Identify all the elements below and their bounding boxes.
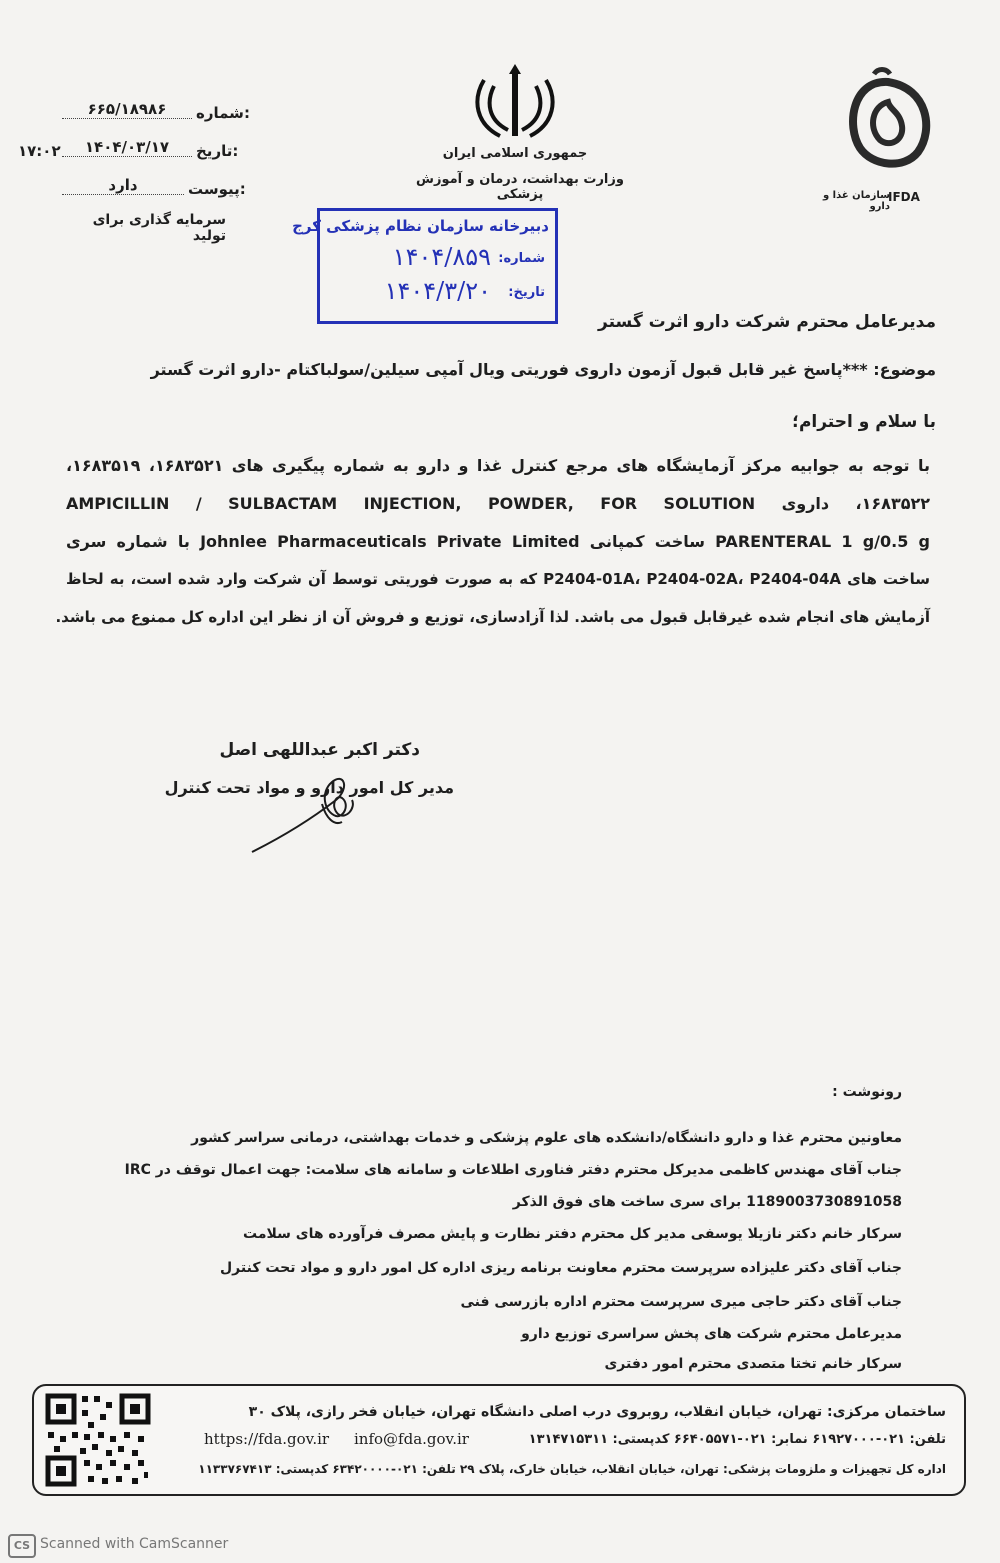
stamp-number-label: شماره: xyxy=(498,251,545,266)
date-value: ۱۴۰۴/۰۳/۱۷ xyxy=(62,138,192,157)
cc-line-6: جناب آقای دکتر حاجی میری سرپرست محترم اداره بازرسی فنی xyxy=(460,1294,902,1310)
greeting: با سلام و احترام؛ xyxy=(792,412,936,432)
camscanner-text: Scanned with CamScanner xyxy=(40,1536,229,1552)
footer-phones: تلفن: ۰۲۱-۶۱۹۲۷۰۰۰ نمابر: ۰۲۱-۶۶۴۰۵۵۷۱ کدپستی: ۱۳۱۴۷۱۵۳۱۱ xyxy=(528,1432,946,1447)
subject: موضوع: ***پاسخ غیر قابل قبول آزمون داروی فوریتی ویال آمپی سیلین/سولباکتام -دارو اثرت گستر xyxy=(150,360,936,379)
cc-line-5: جناب آقای دکتر علیزاده سرپرست محترم معاونت برنامه ریزی اداره کل امور دارو و مواد تحت کنترل xyxy=(220,1260,902,1276)
body-line-2: ۱۶۸۳۵۲۲، داروی AMPICILLIN / SULBACTAM INJECTION, POWDER, FOR SOLUTION xyxy=(66,494,930,513)
cc-line-8: سرکار خانم تختا متصدی محترم امور دفتری xyxy=(604,1356,902,1372)
cc-line-1: معاونین محترم غذا و دارو دانشگاه/دانشکده های علوم پزشکی و خدمات بهداشتی، درمانی سراسر کشور xyxy=(191,1130,902,1146)
country-name: جمهوری اسلامی ایران xyxy=(442,146,588,161)
attachment-label: پیوست: xyxy=(188,180,246,198)
stamp-date-label: تاریخ: xyxy=(508,285,545,300)
cc-line-2: جناب آقای مهندس کاظمی مدیرکل محترم دفتر فناوری اطلاعات و سامانه های سلامت: جهت اعمال توقف در IRC xyxy=(124,1162,902,1178)
handwritten-signature xyxy=(240,760,390,860)
body-line-5: آزمایش های انجام شده غیرقابل قبول می باشد. لذا آزادسازی، توزیع و فروش آن از نظر این اداره کل ممنوع می باشد. xyxy=(55,608,930,626)
number-value: ۶۶۵/۱۸۹۸۶ xyxy=(62,100,192,119)
iran-emblem xyxy=(470,64,560,144)
ifda-name-fa: سازمان غذا و دارو xyxy=(822,190,890,212)
tag-line: سرمایه گذاری برای تولید xyxy=(92,212,226,244)
signatory-title: مدیر کل امور دارو و مواد تحت کنترل xyxy=(164,778,454,797)
body-line-3: PARENTERAL 1 g/0.5 g ساخت کمپانی Johnlee Pharmaceuticals Private Limited با شماره سری xyxy=(66,532,930,551)
signatory-name: دکتر اکبر عبداللهی اصل xyxy=(219,740,420,760)
recipient: مدیرعامل محترم شرکت دارو اثرت گستر xyxy=(598,312,936,332)
stamp-org: دبیرخانه سازمان نظام پزشکی کرج xyxy=(292,217,549,235)
footer-equipment-office: اداره کل تجهیزات و ملزومات پزشکی: تهران، خیابان انقلاب، خیابان خارک، پلاک ۲۹ تلفن: ۰۲۱-۶۳۴۲۰۰۰۰ کدپستی: ۱۱۳۳۷۶۷۴۱۳ xyxy=(198,1462,946,1476)
date-label: تاریخ: xyxy=(196,142,239,160)
footer-website[interactable]: https://fda.gov.ir xyxy=(204,1430,330,1448)
ifda-logo xyxy=(838,66,938,186)
footer-address: ساختمان مرکزی: تهران، خیابان انقلاب، روبروی درب اصلی دانشگاه تهران، خیابان فخر رازی، پلاک ۳۰ xyxy=(248,1404,946,1420)
cc-line-3: 1189003730891058 برای سری ساخت های فوق الذکر xyxy=(512,1194,902,1210)
registration-stamp xyxy=(292,208,558,324)
attachment-value: دارد xyxy=(62,176,184,195)
stamp-number-value: ۱۴۰۴/۸۵۹ xyxy=(392,243,491,271)
time-value: ۱۷:۰۲ xyxy=(18,142,61,160)
camscanner-badge: CS xyxy=(8,1534,36,1558)
ministry-name: وزارت بهداشت، درمان و آموزش پزشکی xyxy=(416,172,624,202)
ifda-abbr: IFDA xyxy=(888,190,920,204)
footer-email[interactable]: info@fda.gov.ir xyxy=(354,1430,469,1448)
body-line-4: ساخت های P2404-01A، P2404-02A، P2404-04A که به صورت فوریتی توسط آن شرکت وارد شده است، به لحاظ xyxy=(66,570,930,588)
body-line-1: با توجه به جوابیه مرکز آزمایشگاه های مرجع کنترل غذا و دارو به شماره پیگیری های ۱۶۸۳۵۲۱، ۱۶۸۳۵۱۹، xyxy=(66,456,930,475)
qr-code-icon xyxy=(44,1392,152,1488)
cc-label: رونوشت : xyxy=(832,1084,902,1100)
cc-line-4: سرکار خانم دکتر نازیلا یوسفی مدیر کل محترم دفتر نظارت و پایش مصرف فرآورده های سلامت xyxy=(243,1226,902,1242)
stamp-date-value: ۱۴۰۴/۳/۲۰ xyxy=(384,277,491,305)
footer-box xyxy=(32,1384,966,1496)
cc-line-7: مدیرعامل محترم شرکت های پخش سراسری توزیع دارو xyxy=(521,1326,902,1342)
number-label: شماره: xyxy=(196,104,250,122)
